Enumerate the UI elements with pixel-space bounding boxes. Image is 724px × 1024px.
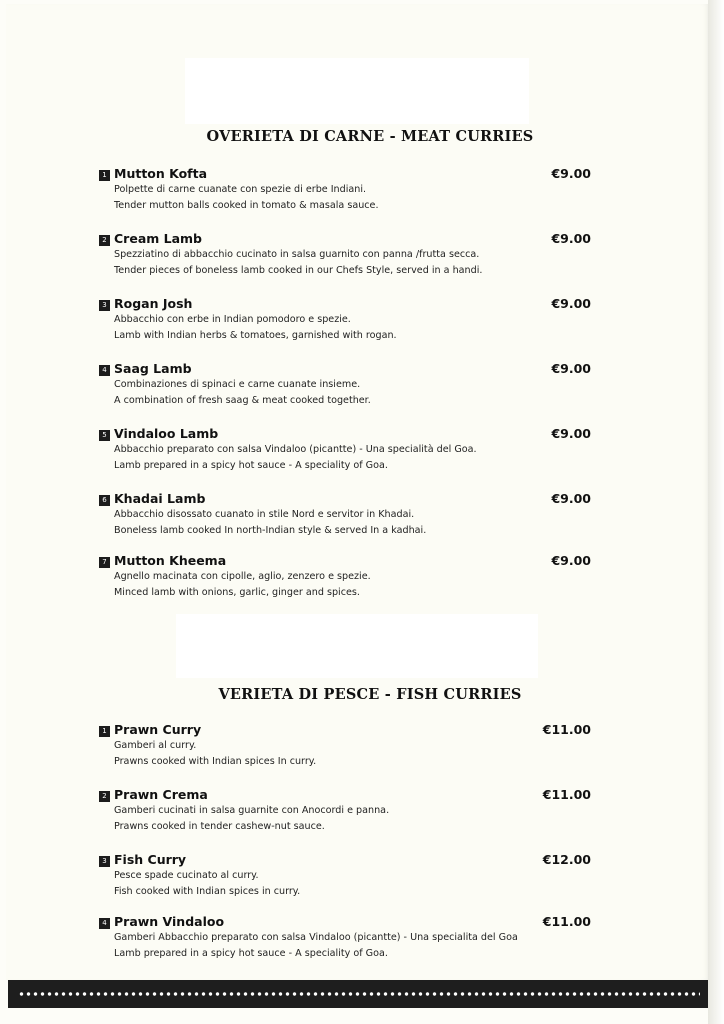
item-description-english: Prawns cooked with Indian spices In curry. — [114, 756, 317, 767]
item-price: €9.00 — [551, 296, 591, 311]
item-description-english: Fish cooked with Indian spices in curry. — [114, 886, 301, 897]
item-price: €9.00 — [551, 231, 591, 246]
page-edge — [708, 0, 724, 1024]
item-number: 2 — [99, 791, 110, 802]
dotted-border-pattern — [18, 991, 700, 997]
item-description-italian: Gamberi cucinati in salsa guarnite con Anocordi e panna. — [114, 805, 390, 816]
item-description-italian: Polpette di carne cuanate con spezie di erbe Indiani. — [114, 184, 367, 195]
item-price: €9.00 — [551, 361, 591, 376]
footer-dotted-band — [8, 980, 708, 1008]
item-number: 7 — [99, 557, 110, 568]
item-number: 2 — [99, 235, 110, 246]
item-description-english: Prawns cooked in tender cashew-nut sauce. — [114, 821, 325, 832]
blank-label-area-middle — [176, 614, 538, 678]
item-name: Mutton Kofta — [114, 166, 208, 181]
item-description-english: Lamb prepared in a spicy hot sauce - A speciality of Goa. — [114, 948, 388, 959]
item-description-english: Lamb with Indian herbs & tomatoes, garnished with rogan. — [114, 330, 397, 341]
item-description-italian: Spezziatino di abbacchio cucinato in salsa guarnito con panna /frutta secca. — [114, 249, 480, 260]
item-name: Prawn Crema — [114, 787, 208, 802]
item-name: Cream Lamb — [114, 231, 203, 246]
item-description-italian: Pesce spade cucinato al curry. — [114, 870, 259, 881]
item-number: 1 — [99, 170, 110, 181]
item-number: 5 — [99, 430, 110, 441]
item-description-english: Boneless lamb cooked In north-Indian style & served In a kadhai. — [114, 525, 427, 536]
item-description-italian: Abbacchio preparato con salsa Vindaloo (picantte) - Una specialità del Goa. — [114, 444, 477, 455]
item-price: €9.00 — [551, 426, 591, 441]
item-price: €11.00 — [542, 722, 591, 737]
item-price: €11.00 — [542, 787, 591, 802]
item-price: €9.00 — [551, 166, 591, 181]
item-description-english: Tender mutton balls cooked in tomato & masala sauce. — [114, 200, 379, 211]
blank-label-area-top — [185, 58, 529, 124]
item-number: 3 — [99, 300, 110, 311]
item-name: Prawn Vindaloo — [114, 914, 225, 929]
paper-sheet — [6, 4, 710, 980]
item-number: 1 — [99, 726, 110, 737]
item-price: €9.00 — [551, 491, 591, 506]
item-description-english: Tender pieces of boneless lamb cooked in our Chefs Style, served in a handi. — [114, 265, 483, 276]
item-description-italian: Abbacchio disossato cuanato in stile Nord e servitor in Khadai. — [114, 509, 415, 520]
item-number: 4 — [99, 365, 110, 376]
item-price: €12.00 — [542, 852, 591, 867]
section-title-meat-curries: OVERIETA DI CARNE - MEAT CURRIES — [206, 128, 534, 145]
item-name: Fish Curry — [114, 852, 187, 867]
item-price: €9.00 — [551, 553, 591, 568]
item-name: Vindaloo Lamb — [114, 426, 219, 441]
item-name: Rogan Josh — [114, 296, 193, 311]
item-name: Khadai Lamb — [114, 491, 206, 506]
item-description-italian: Abbacchio con erbe in Indian pomodoro e spezie. — [114, 314, 351, 325]
item-number: 6 — [99, 495, 110, 506]
item-number: 3 — [99, 856, 110, 867]
item-price: €11.00 — [542, 914, 591, 929]
item-name: Saag Lamb — [114, 361, 192, 376]
section-title-fish-curries: VERIETA DI PESCE - FISH CURRIES — [218, 686, 522, 703]
item-description-english: Minced lamb with onions, garlic, ginger and spices. — [114, 587, 360, 598]
item-description-english: A combination of fresh saag & meat cooked together. — [114, 395, 371, 406]
item-name: Mutton Kheema — [114, 553, 227, 568]
item-description-italian: Combinaziones di spinaci e carne cuanate insieme. — [114, 379, 361, 390]
item-description-english: Lamb prepared in a spicy hot sauce - A speciality of Goa. — [114, 460, 388, 471]
item-description-italian: Agnello macinata con cipolle, aglio, zenzero e spezie. — [114, 571, 371, 582]
item-description-italian: Gamberi al curry. — [114, 740, 197, 751]
item-name: Prawn Curry — [114, 722, 202, 737]
item-number: 4 — [99, 918, 110, 929]
item-description-italian: Gamberi Abbacchio preparato con salsa Vindaloo (picantte) - Una specialita del Goa — [114, 932, 518, 943]
